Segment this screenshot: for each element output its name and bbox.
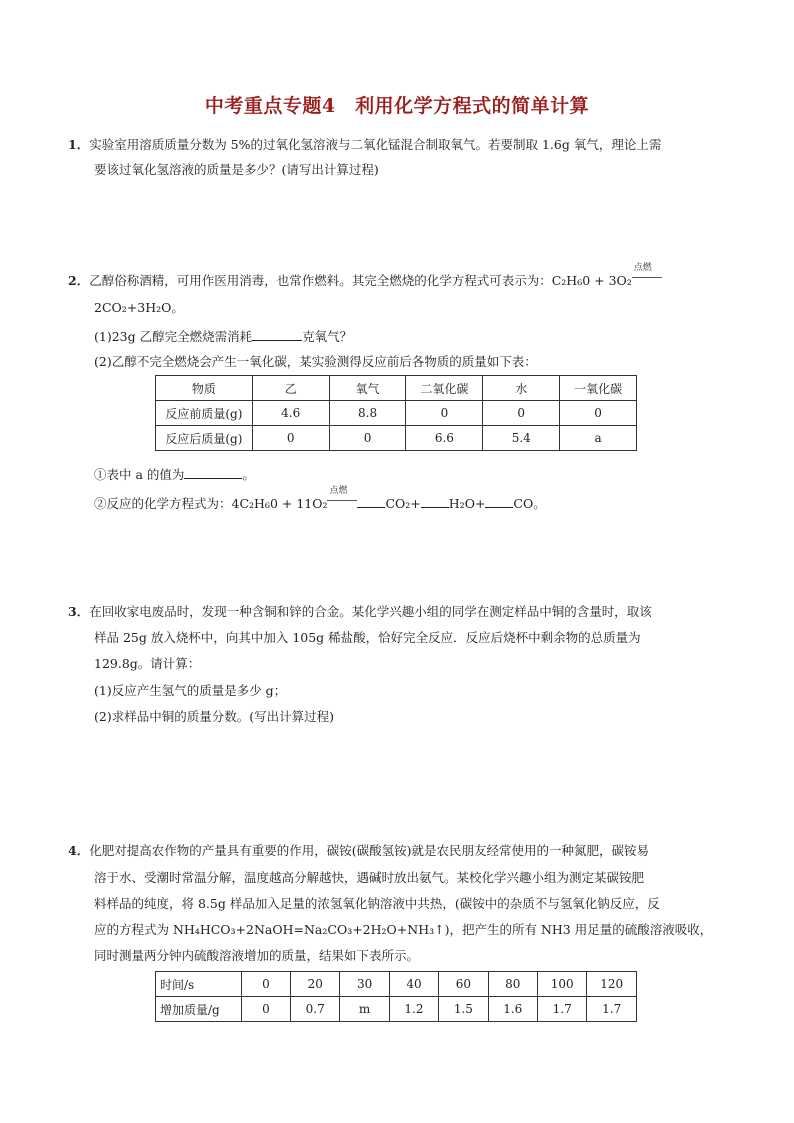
table-cell: 0 — [406, 401, 483, 426]
answer-blank-1[interactable] — [252, 328, 302, 341]
question-1-text-1: 实验室用溶质质量分数为 5%的过氧化氢溶液与二氧化锰混合制取氧气。若要制取 1.6g 氧气，理论上需 — [89, 137, 662, 152]
table-cell: 乙 — [252, 376, 329, 401]
question-2-number: 2． — [68, 273, 90, 288]
table-cell: 8.8 — [329, 401, 406, 426]
question-3-number: 3． — [68, 604, 90, 619]
question-2-circle-2 — [94, 486, 546, 512]
table-cell: 水 — [483, 376, 560, 401]
answer-blank-a[interactable] — [184, 466, 242, 479]
table-cell: 100 — [537, 972, 586, 997]
table-cell: 30 — [340, 972, 389, 997]
table-cell: 1.7 — [587, 997, 637, 1022]
question-3-line-4: (1)反应产生氢气的质量是多少 g； — [94, 683, 287, 698]
question-3-line-1 — [68, 604, 652, 620]
table-cell: 物质 — [156, 376, 253, 401]
table-cell: 二氧化碳 — [406, 376, 483, 401]
question-2-sub-1-pre: (1)23g 乙醇完全燃烧需消耗 — [94, 329, 253, 344]
table-cell: 80 — [488, 972, 537, 997]
question-1-line-2: 要该过氧化氢溶液的质量是多少？(请写出计算过程) — [94, 162, 379, 177]
table-cell: 0.7 — [291, 997, 340, 1022]
circle-2-co: CO。 — [513, 496, 546, 511]
coefficient-blank-co[interactable] — [485, 495, 513, 508]
table-cell: 氧气 — [329, 376, 406, 401]
coefficient-blank-h2o[interactable] — [421, 495, 449, 508]
table-cell: 0 — [241, 997, 290, 1022]
question-2-sub-2: (2)乙醇不完全燃烧会产生一氧化碳，某实验测得反应前后各物质的质量如下表： — [94, 354, 537, 369]
table-cell: 1.7 — [537, 997, 586, 1022]
coefficient-blank-co2[interactable] — [357, 495, 385, 508]
table-cell: 6.6 — [406, 426, 483, 451]
table-cell: m — [340, 997, 389, 1022]
absorption-table — [155, 971, 637, 1022]
table-cell: 60 — [439, 972, 488, 997]
table-cell: 一氧化碳 — [560, 376, 637, 401]
table-row — [156, 426, 637, 451]
question-4-number: 4． — [68, 843, 90, 858]
question-1-number: 1． — [68, 137, 90, 152]
table-cell: 反应后质量(g) — [156, 426, 253, 451]
question-4-line-3: 料样品的纯度，将 8.5g 样品加入足量的浓氢氧化钠溶液中共热，(碳铵中的杂质不与氢氧化钠反应，反 — [94, 896, 660, 911]
question-4-line-4: 应的方程式为 NH₄HCO₃+2NaOH=Na₂CO₃+2H₂O+NH₃↑)，把产生的所有 NH3 用足量的硫酸溶液吸收， — [94, 922, 713, 937]
mass-table — [155, 375, 637, 451]
table-cell: 5.4 — [483, 426, 560, 451]
reaction-condition-arrow — [632, 263, 662, 285]
table-cell: a — [560, 426, 637, 451]
question-2-sub-1-post: 克氧气？ — [302, 329, 353, 344]
circle-1-post: 。 — [242, 467, 255, 482]
circle-1-pre: ①表中 a 的值为 — [94, 467, 185, 482]
table-cell: 增加质量/g — [156, 997, 242, 1022]
table-cell: 0 — [241, 972, 290, 997]
circle-2-pre: ②反应的化学方程式为：4C₂H₆0 + 11O₂ — [94, 496, 328, 511]
table-row — [156, 401, 637, 426]
question-4-line-5: 同时测量两分钟内硫酸溶液增加的质量，结果如下表所示。 — [94, 948, 420, 963]
table-row — [156, 972, 637, 997]
question-3-line-5: (2)求样品中铜的质量分数。(写出计算过程) — [94, 709, 334, 724]
question-1-line-1 — [68, 137, 661, 153]
question-2-sub-1 — [94, 328, 352, 345]
table-cell: 20 — [291, 972, 340, 997]
circle-2-co2: CO₂+ — [385, 496, 421, 511]
table-row — [156, 997, 637, 1022]
question-2-text-1: 乙醇俗称酒精，可用作医用消毒，也常作燃料。其完全燃烧的化学方程式可表示为： — [89, 273, 552, 288]
question-3-line-2: 样品 25g 放入烧杯中，向其中加入 105g 稀盐酸，恰好完全反应．反应后烧杯中剩余物的总质量为 — [94, 630, 641, 645]
question-2-line-1 — [68, 263, 662, 289]
condition-label: 点燃 — [329, 486, 348, 496]
table-header-row — [156, 376, 637, 401]
reaction-condition-arrow — [327, 486, 357, 508]
question-4-line-1 — [68, 843, 649, 859]
equation-1-right: 2CO₂+3H₂O。 — [94, 300, 184, 315]
question-4-line-2: 溶于水、受潮时常温分解，温度越高分解越快，遇碱时放出氨气。某校化学兴趣小组为测定某碳铵肥 — [94, 870, 645, 885]
table-cell: 40 — [389, 972, 438, 997]
equation-1-left: C₂H₆0 + 3O₂ — [551, 273, 632, 288]
table-cell: 0 — [483, 401, 560, 426]
table-cell: 1.2 — [389, 997, 438, 1022]
condition-bar — [632, 277, 662, 278]
circle-2-h2o: H₂O+ — [448, 496, 486, 511]
table-cell: 1.5 — [439, 997, 488, 1022]
question-3-text-1: 在回收家电废品时，发现一种含铜和锌的合金。某化学兴趣小组的同学在测定样品中铜的含量时，取该 — [89, 604, 652, 619]
table-cell: 0 — [560, 401, 637, 426]
table-cell: 0 — [252, 426, 329, 451]
question-2-circle-1 — [94, 466, 255, 483]
question-4-text-1: 化肥对提高农作物的产量具有重要的作用，碳铵(碳酸氢铵)就是农民朋友经常使用的一种氮肥，碳铵易 — [89, 843, 649, 858]
condition-label: 点燃 — [633, 263, 652, 273]
table-cell: 0 — [329, 426, 406, 451]
table-cell: 120 — [587, 972, 637, 997]
table-cell: 4.6 — [252, 401, 329, 426]
table-cell: 时间/s — [156, 972, 242, 997]
question-3-line-3: 129.8g。请计算： — [94, 656, 201, 671]
table-cell: 1.6 — [488, 997, 537, 1022]
page-title: 中考重点专题4 利用化学方程式的简单计算 — [204, 95, 590, 117]
table-cell: 反应前质量(g) — [156, 401, 253, 426]
condition-bar — [327, 500, 357, 501]
